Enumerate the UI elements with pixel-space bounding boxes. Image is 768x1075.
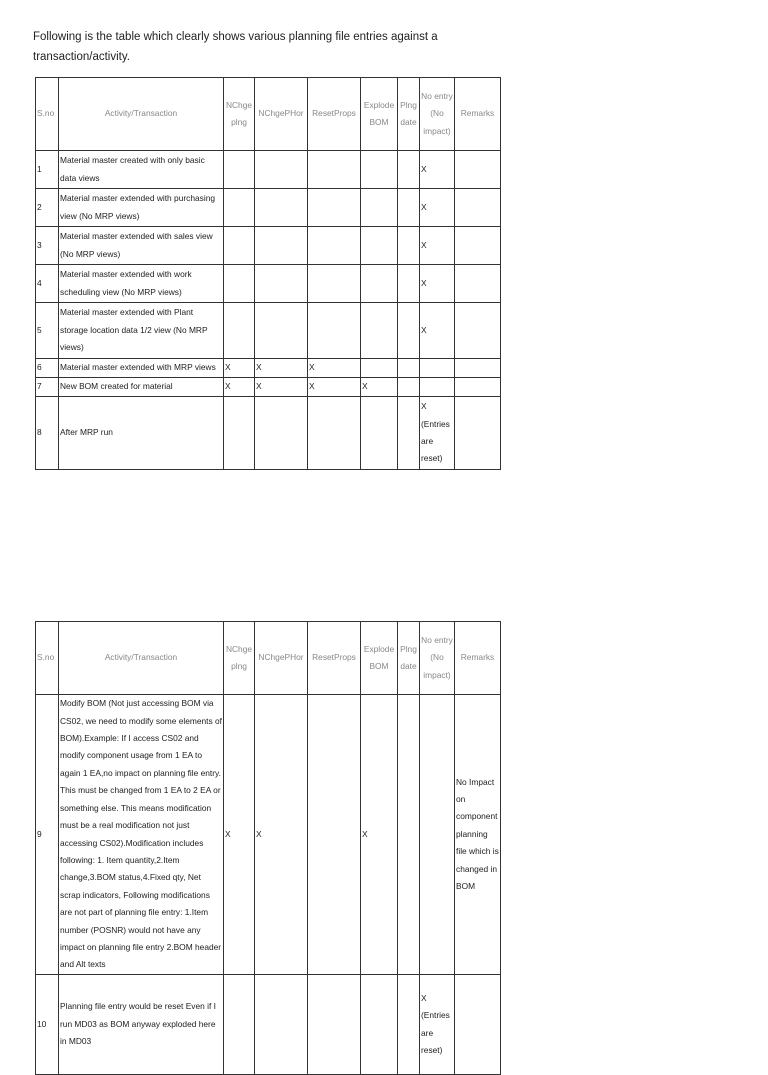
- header-explode-bom: Explode BOM: [361, 78, 398, 151]
- cell-activity: New BOM created for material: [59, 378, 224, 397]
- cell-nchge-plng: [224, 227, 255, 265]
- cell-resetprops: [308, 265, 361, 303]
- cell-nchgephor: [255, 397, 308, 470]
- cell-nchgephor: X: [255, 378, 308, 397]
- table-row: [36, 695, 501, 975]
- cell-resetprops: X: [308, 359, 361, 378]
- cell-remarks: [455, 227, 501, 265]
- cell-activity: Material master created with only basic data views: [59, 151, 224, 189]
- header-nchgephor: NChgePHor: [255, 78, 308, 151]
- cell-nchgephor: [255, 265, 308, 303]
- cell-nchgephor: [255, 151, 308, 189]
- cell-resetprops: [308, 303, 361, 359]
- cell-remarks: [455, 303, 501, 359]
- cell-explode-bom: [361, 359, 398, 378]
- cell-nchgephor: [255, 975, 308, 1075]
- cell-explode-bom: [361, 303, 398, 359]
- header-nchgephor: NChgePHor: [255, 622, 308, 695]
- cell-nchgephor: [255, 189, 308, 227]
- table-row: [36, 397, 501, 470]
- cell-explode-bom: [361, 265, 398, 303]
- cell-nchge-plng: [224, 265, 255, 303]
- header-no-entry: No entry (No impact): [420, 622, 455, 695]
- table-row: [36, 151, 501, 189]
- cell-nchge-plng: [224, 303, 255, 359]
- cell-no-entry: X (Entries are reset): [420, 975, 455, 1075]
- header-plng-date: Plng date: [398, 622, 420, 695]
- header-remarks: Remarks: [455, 622, 501, 695]
- cell-nchgephor: [255, 303, 308, 359]
- cell-plng-date: [398, 378, 420, 397]
- cell-explode-bom: [361, 189, 398, 227]
- intro-text: Following is the table which clearly shows various planning file entries against a transaction/activity.: [33, 31, 438, 63]
- cell-no-entry: [420, 359, 455, 378]
- header-activity: Activity/Transaction: [59, 622, 224, 695]
- cell-no-entry: X: [420, 265, 455, 303]
- cell-remarks: [455, 378, 501, 397]
- cell-plng-date: [398, 397, 420, 470]
- cell-explode-bom: [361, 975, 398, 1075]
- cell-explode-bom: [361, 227, 398, 265]
- cell-sno: 10: [36, 975, 59, 1075]
- cell-no-entry: [420, 378, 455, 397]
- table-row: [36, 359, 501, 378]
- cell-sno: 1: [36, 151, 59, 189]
- cell-nchgephor: X: [255, 695, 308, 975]
- header-nchge-plng: NChge plng: [224, 78, 255, 151]
- cell-activity: After MRP run: [59, 397, 224, 470]
- cell-plng-date: [398, 151, 420, 189]
- cell-resetprops: [308, 189, 361, 227]
- cell-activity: Material master extended with purchasing view (No MRP views): [59, 189, 224, 227]
- cell-nchge-plng: X: [224, 359, 255, 378]
- cell-plng-date: [398, 189, 420, 227]
- cell-activity: Material master extended with sales view (No MRP views): [59, 227, 224, 265]
- cell-plng-date: [398, 975, 420, 1075]
- cell-nchge-plng: X: [224, 695, 255, 975]
- header-remarks: Remarks: [455, 78, 501, 151]
- cell-sno: 7: [36, 378, 59, 397]
- table-row: [36, 303, 501, 359]
- cell-activity: Modify BOM (Not just accessing BOM via CS02, we need to modify some elements of BOM).Example: If I access CS02 and modify component usage from 1 EA to again 1 EA,no impact on planning file entry. This must be changed from 1 EA to 2 EA or something else. This means modification must be a real modification not just accessing CS02).Modification includes following: 1. Item quantity,2.Item change,3.BOM status,4.Fixed qty, Net scrap indicators, Following modifications are not part of planning file entry: 1.Item number (POSNR) would not have any impact on planning file entry 2.BOM header and Alt texts: [59, 695, 224, 975]
- cell-activity: Material master extended with MRP views: [59, 359, 224, 378]
- cell-resetprops: [308, 397, 361, 470]
- cell-sno: 2: [36, 189, 59, 227]
- cell-plng-date: [398, 695, 420, 975]
- cell-nchgephor: X: [255, 359, 308, 378]
- header-plng-date: Plng date: [398, 78, 420, 151]
- cell-remarks: [455, 397, 501, 470]
- cell-nchgephor: [255, 227, 308, 265]
- header-explode-bom: Explode BOM: [361, 622, 398, 695]
- cell-no-entry: [420, 695, 455, 975]
- cell-no-entry: X: [420, 303, 455, 359]
- cell-resetprops: X: [308, 378, 361, 397]
- cell-explode-bom: X: [361, 695, 398, 975]
- table-row: [36, 975, 501, 1075]
- cell-sno: 6: [36, 359, 59, 378]
- header-no-entry: No entry (No impact): [420, 78, 455, 151]
- table-row: [36, 189, 501, 227]
- cell-sno: 3: [36, 227, 59, 265]
- cell-remarks: [455, 265, 501, 303]
- cell-explode-bom: X: [361, 378, 398, 397]
- cell-remarks: [455, 359, 501, 378]
- table-row: [36, 378, 501, 397]
- header-resetprops: ResetProps: [308, 622, 361, 695]
- header-sno: S.no: [36, 78, 59, 151]
- cell-plng-date: [398, 227, 420, 265]
- cell-no-entry: X: [420, 189, 455, 227]
- header-resetprops: ResetProps: [308, 78, 361, 151]
- cell-nchge-plng: [224, 397, 255, 470]
- cell-remarks: [455, 151, 501, 189]
- header-activity: Activity/Transaction: [59, 78, 224, 151]
- cell-sno: 8: [36, 397, 59, 470]
- cell-nchge-plng: [224, 189, 255, 227]
- cell-no-entry: X: [420, 151, 455, 189]
- cell-nchge-plng: X: [224, 378, 255, 397]
- cell-sno: 9: [36, 695, 59, 975]
- cell-plng-date: [398, 303, 420, 359]
- cell-remarks: No Impact on component planning file which is changed in BOM: [455, 695, 501, 975]
- planning-file-table-1: [35, 77, 501, 470]
- cell-no-entry: X: [420, 227, 455, 265]
- cell-remarks: [455, 189, 501, 227]
- table-row: [36, 265, 501, 303]
- cell-remarks: [455, 975, 501, 1075]
- cell-activity: Material master extended with Plant storage location data 1/2 view (No MRP views): [59, 303, 224, 359]
- cell-resetprops: [308, 695, 361, 975]
- cell-resetprops: [308, 975, 361, 1075]
- header-sno: S.no: [36, 622, 59, 695]
- cell-sno: 5: [36, 303, 59, 359]
- cell-explode-bom: [361, 397, 398, 470]
- table-header-row: [36, 622, 501, 695]
- table-header-row: [36, 78, 501, 151]
- cell-activity: Planning file entry would be reset Even if I run MD03 as BOM anyway exploded here in MD03: [59, 975, 224, 1075]
- cell-resetprops: [308, 151, 361, 189]
- cell-sno: 4: [36, 265, 59, 303]
- cell-activity: Material master extended with work scheduling view (No MRP views): [59, 265, 224, 303]
- cell-no-entry: X (Entries are reset): [420, 397, 455, 470]
- cell-plng-date: [398, 265, 420, 303]
- planning-file-table-2: [35, 621, 501, 1075]
- header-nchge-plng: NChge plng: [224, 622, 255, 695]
- cell-explode-bom: [361, 151, 398, 189]
- cell-nchge-plng: [224, 975, 255, 1075]
- cell-nchge-plng: [224, 151, 255, 189]
- cell-resetprops: [308, 227, 361, 265]
- cell-plng-date: [398, 359, 420, 378]
- table-row: [36, 227, 501, 265]
